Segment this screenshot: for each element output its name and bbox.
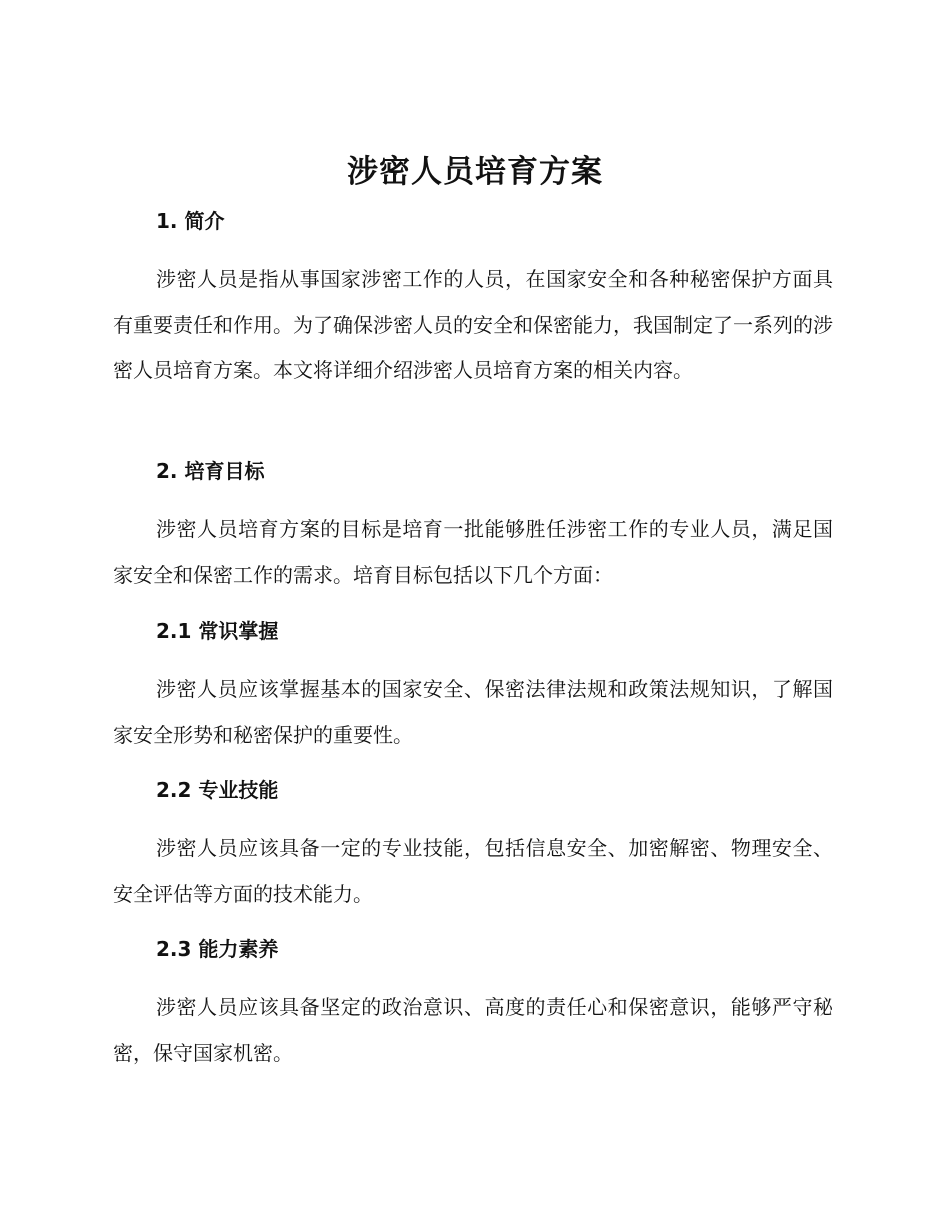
section-heading-introduction: 1. 简介 — [156, 209, 225, 233]
section-heading-goals: 2. 培育目标 — [156, 459, 265, 483]
section-body-goals: 涉密人员培育方案的目标是培育一批能够胜任涉密工作的专业人员，满足国家安全和保密工作的需求。培育目标包括以下几个方面： — [113, 517, 833, 587]
section-body-skills: 涉密人员应该具备一定的专业技能，包括信息安全、加密解密、物理安全、安全评估等方面的技术能力。 — [113, 836, 833, 906]
document-title: 涉密人员培育方案 — [347, 154, 603, 190]
section-heading-knowledge: 2.1 常识掌握 — [156, 619, 279, 643]
section-body-knowledge: 涉密人员应该掌握基本的国家安全、保密法律法规和政策法规知识，了解国家安全形势和秘密保护的重要性。 — [113, 677, 833, 747]
section-body-introduction: 涉密人员是指从事国家涉密工作的人员，在国家安全和各种秘密保护方面具有重要责任和作用。为了确保涉密人员的安全和保密能力，我国制定了一系列的涉密人员培育方案。本文将详细介绍涉密人员培育方案的相关内容。 — [113, 267, 833, 382]
section-body-qualities: 涉密人员应该具备坚定的政治意识、高度的责任心和保密意识，能够严守秘密，保守国家机密。 — [113, 995, 833, 1065]
section-heading-qualities: 2.3 能力素养 — [156, 937, 279, 961]
section-heading-skills: 2.2 专业技能 — [156, 778, 279, 802]
